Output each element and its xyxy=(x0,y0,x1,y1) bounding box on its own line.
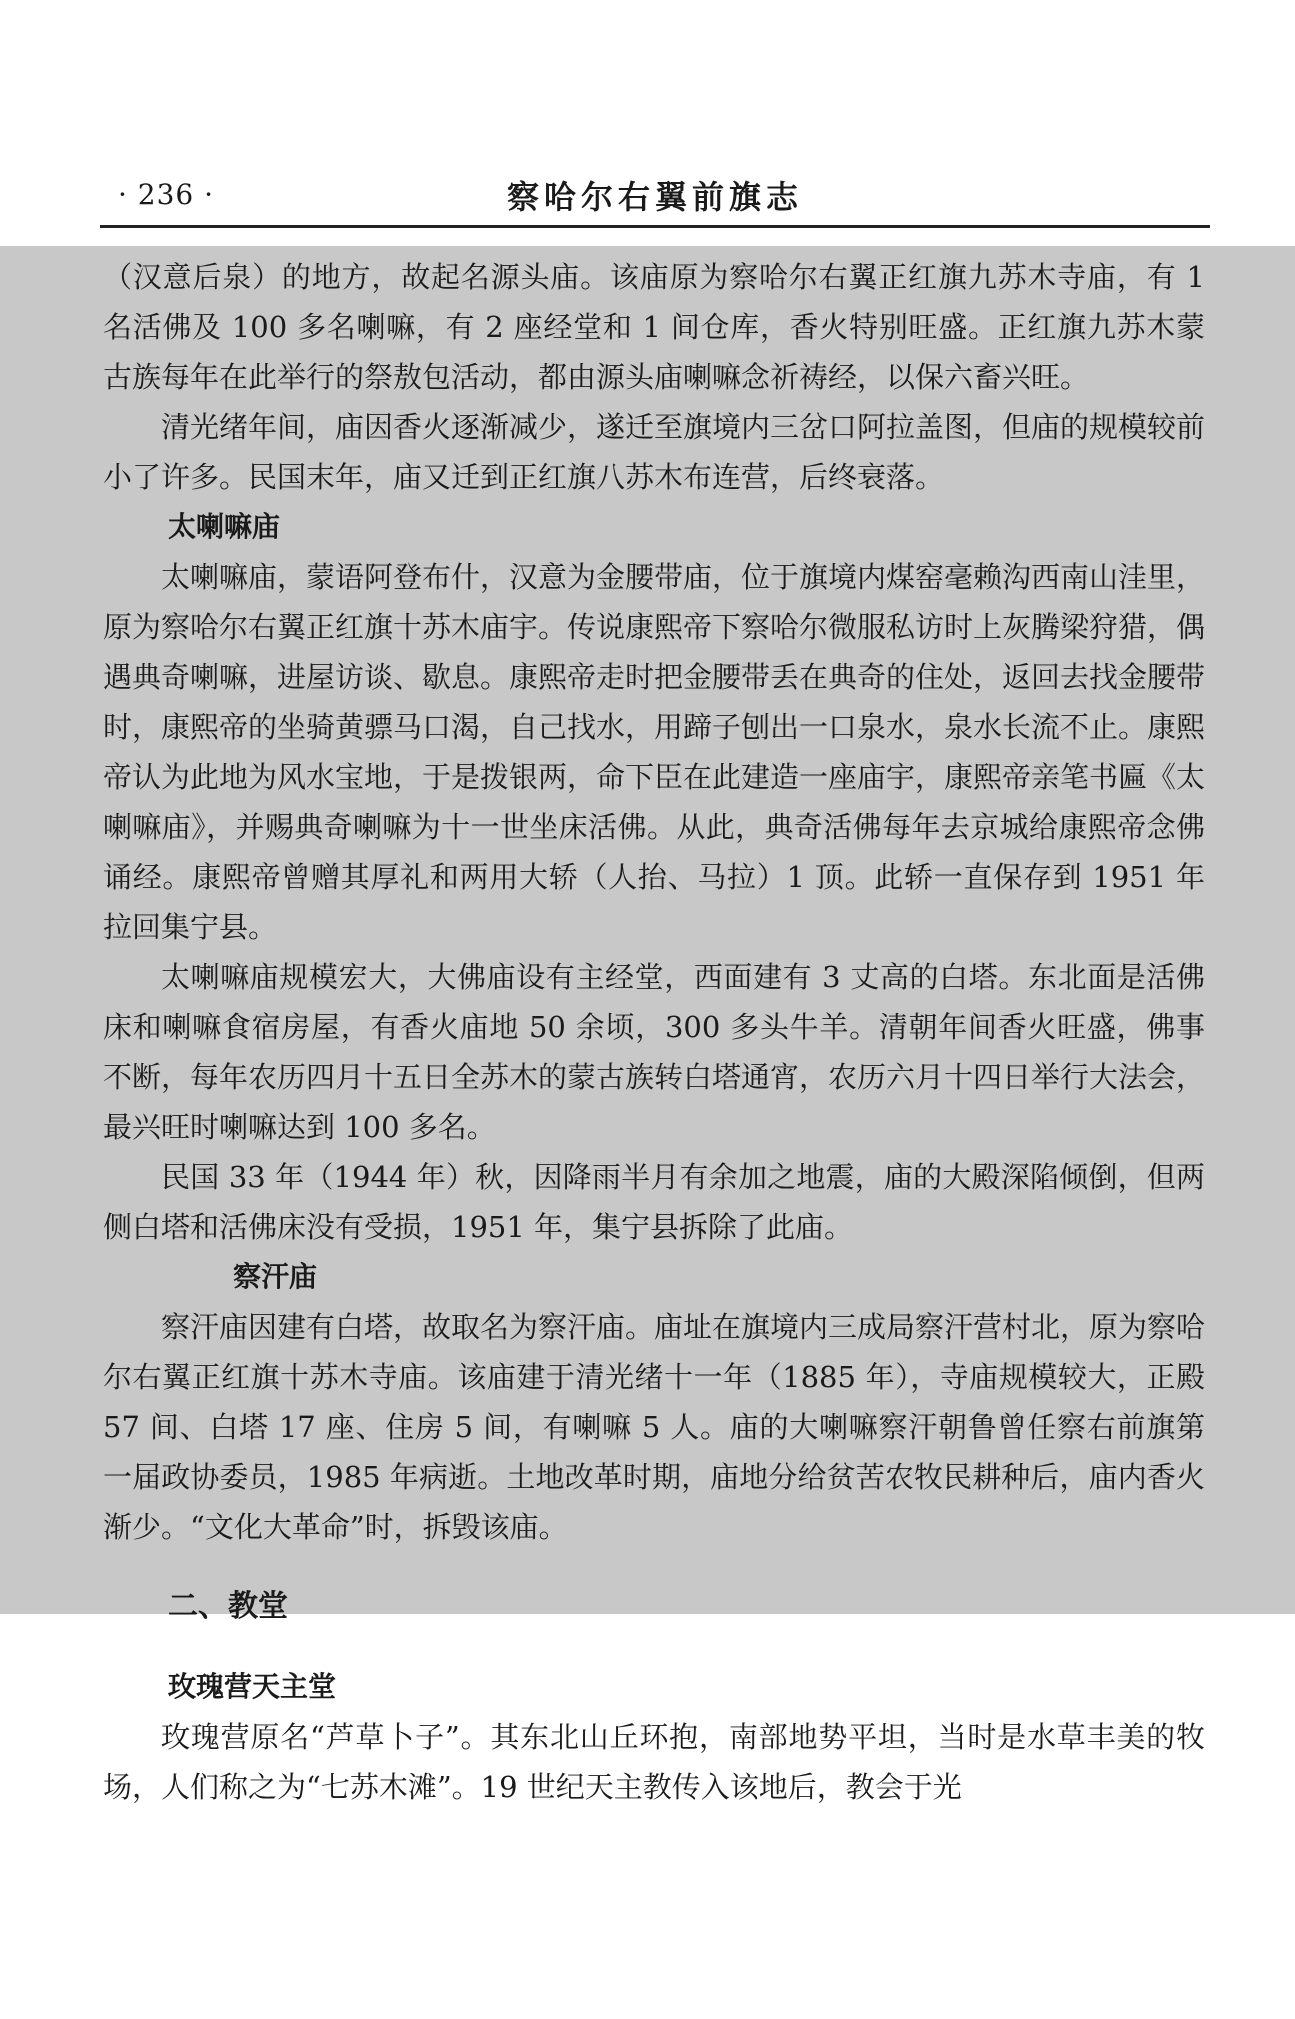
running-title: 察哈尔右翼前旗志 xyxy=(506,178,803,216)
paragraph: 民国 33 年（1944 年）秋，因降雨半月有余加之地震，庙的大殿深陷倾倒，但两侧白塔和活佛床没有受损，1951 年，集宁县拆除了此庙。 xyxy=(103,1160,1205,1244)
subheading-tai-lama-temple: 太喇嘛庙 xyxy=(168,510,281,543)
section-heading-churches: 二、教堂 xyxy=(168,1589,288,1624)
paragraph: 太喇嘛庙规模宏大，大佛庙设有主经堂，西面建有 3 丈高的白塔。东北面是活佛床和喇嘛食宿房屋，有香火庙地 50 余顷，300 多头牛羊。清朝年间香火旺盛，佛事不断，每年农历四月十五日全苏木的蒙古族转白塔通宵，农历六月十四日举行大法会，最兴旺时喇嘛达到 100 多名。 xyxy=(103,960,1206,1144)
page-body xyxy=(103,252,1205,1812)
header-rule xyxy=(100,225,1210,228)
paragraph: （汉意后泉）的地方，故起名源头庙。该庙原为察哈尔右翼正红旗九苏木寺庙，有 1 名活佛及 100 多名喇嘛，有 2 座经堂和 1 间仓库，香火特别旺盛。正红旗九苏木蒙古族每年在此举行的祭敖包活动，都由源头庙喇嘛念祈祷经，以保六畜兴旺。 xyxy=(103,260,1205,394)
paragraph: 太喇嘛庙，蒙语阿登布什，汉意为金腰带庙，位于旗境内煤窑毫赖沟西南山洼里，原为察哈尔右翼正红旗十苏木庙宇。传说康熙帝下察哈尔微服私访时上灰腾梁狩猎，偶遇典奇喇嘛，进屋访谈、歇息。康熙帝走时把金腰带丢在典奇的住处，返回去找金腰带时，康熙帝的坐骑黄骠马口渴，自己找水，用蹄子刨出一口泉水，泉水长流不止。康熙帝认为此地为风水宝地，于是拨银两，命下臣在此建造一座庙宇，康熙帝亲笔书匾《太喇嘛庙》，并赐典奇喇嘛为十一世坐床活佛。从此，典奇活佛每年去京城给康熙帝念佛诵经。康熙帝曾赠其厚礼和两用大轿（人抬、马拉）1 顶。此轿一直保存到 1951 年拉回集宁县。 xyxy=(103,560,1206,944)
paragraph: 清光绪年间，庙因香火逐渐减少，遂迁至旗境内三岔口阿拉盖图，但庙的规模较前小了许多。民国末年，庙又迁到正红旗八苏木布连营，后终衰落。 xyxy=(103,410,1206,494)
page-number: · 236 · xyxy=(118,178,215,211)
paragraph: 玫瑰营原名“芦草卜子”。其东北山丘环抱，南部地势平坦，当时是水草丰美的牧场，人们称之为“七苏木滩”。19 世纪天主教传入该地后，教会于光 xyxy=(103,1720,1205,1804)
subheading-meigui-church: 玫瑰营天主堂 xyxy=(168,1670,337,1703)
page-header xyxy=(100,168,1210,218)
paragraph: 察汗庙因建有白塔，故取名为察汗庙。庙址在旗境内三成局察汗营村北，原为察哈尔右翼正红旗十苏木寺庙。该庙建于清光绪十一年（1885 年），寺庙规模较大，正殿 57 间、白塔 17 座、住房 5 间，有喇嘛 5 人。庙的大喇嘛察汗朝鲁曾任察右前旗第一届政协委员，1985 年病逝。土地改革时期，庙地分给贫苦农牧民耕种后，庙内香火渐少。“文化大革命”时，拆毁该庙。 xyxy=(103,1310,1206,1544)
subheading-chagan-temple: 察汗庙 xyxy=(233,1260,318,1293)
